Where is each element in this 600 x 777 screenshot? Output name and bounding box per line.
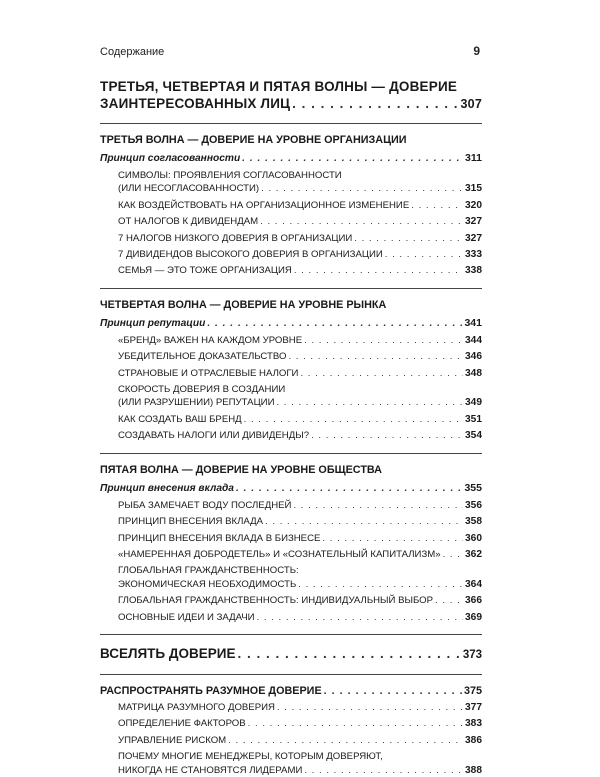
entry-page: 362	[465, 548, 482, 560]
entry-page: 315	[465, 183, 482, 195]
entry-page: 327	[465, 216, 482, 228]
principle-page: 355	[464, 481, 482, 494]
entry-title: СОЗДАВАТЬ НАЛОГИ ИЛИ ДИВИДЕНДЫ?	[118, 430, 310, 442]
leader-dots	[293, 499, 463, 512]
principle-entry[interactable]	[100, 481, 482, 496]
toc-entry[interactable]	[118, 532, 482, 545]
entry-page: 333	[465, 249, 482, 261]
leader-dots	[411, 199, 463, 212]
inspire-trust-title: ВСЕЛЯТЬ ДОВЕРИЕ	[100, 645, 236, 661]
divider	[100, 123, 482, 124]
entry-title: КАК ВОЗДЕЙСТВОВАТЬ НА ОРГАНИЗАЦИОННОЕ ИЗМЕНЕНИЕ	[118, 199, 410, 211]
entry-title: ОТ НАЛОГОВ К ДИВИДЕНДАМ	[118, 216, 259, 228]
entry-page: 364	[465, 578, 482, 590]
toc-entry[interactable]	[118, 264, 482, 277]
entry-page: 354	[465, 430, 482, 442]
divider	[100, 288, 482, 289]
entry-title: УБЕДИТЕЛЬНОЕ ДОКАЗАТЕЛЬСТВО	[118, 351, 287, 363]
leader-dots	[385, 248, 463, 261]
entry-title: «БРЕНД» ВАЖЕН НА КАЖДОМ УРОВНЕ	[118, 334, 303, 346]
part-heading[interactable]	[100, 78, 482, 113]
entry-page: 320	[465, 199, 482, 211]
toc-entry[interactable]	[118, 199, 482, 212]
leader-dots	[322, 532, 463, 545]
principle-entry[interactable]	[100, 316, 482, 331]
entry-title-line1: ГЛОБАЛЬНАЯ ГРАЖДАНСТВЕННОСТЬ:	[118, 565, 299, 577]
leader-dots	[300, 367, 463, 380]
toc-entry[interactable]	[118, 383, 482, 410]
table-of-contents	[100, 78, 482, 777]
toc-entry[interactable]	[118, 750, 482, 777]
entry-title: (ИЛИ НЕСОГЛАСОВАННОСТИ)	[118, 183, 260, 195]
section-wave3	[100, 133, 482, 278]
chapter-title[interactable]: ТРЕТЬЯ ВОЛНА — ДОВЕРИЕ НА УРОВНЕ ОРГАНИЗАЦИИ	[100, 134, 407, 146]
leader-dots	[292, 95, 458, 112]
chapter-entry[interactable]	[100, 684, 482, 698]
entry-title: ЭКОНОМИЧЕСКАЯ НЕОБХОДИМОСТЬ	[118, 578, 297, 590]
toc-entry[interactable]	[118, 169, 482, 196]
principle-title: Принцип согласованности	[100, 153, 241, 164]
leader-dots	[298, 578, 463, 591]
divider	[100, 453, 482, 454]
entry-title: (ИЛИ РАЗРУШЕНИИ) РЕПУТАЦИИ	[118, 397, 275, 409]
toc-entry[interactable]	[118, 515, 482, 528]
entry-title: ОПРЕДЕЛЕНИЕ ФАКТОРОВ	[118, 718, 246, 730]
toc-entry[interactable]	[118, 232, 482, 245]
leader-dots	[236, 482, 463, 496]
entry-page: 351	[465, 413, 482, 425]
entry-page: 346	[465, 351, 482, 363]
leader-dots	[304, 764, 463, 777]
toc-entry[interactable]	[118, 215, 482, 228]
entry-page: 344	[465, 334, 482, 346]
toc-entry[interactable]	[118, 499, 482, 512]
inspire-trust-page: 373	[462, 648, 482, 661]
leader-dots	[242, 152, 463, 166]
section-wave4	[100, 298, 482, 443]
entry-page: 348	[465, 367, 482, 379]
entry-title: ПРИНЦИП ВНЕСЕНИЯ ВКЛАДА В БИЗНЕСЕ	[118, 532, 321, 544]
leader-dots	[228, 734, 463, 747]
toc-entry[interactable]	[118, 429, 482, 442]
toc-entry[interactable]	[118, 548, 482, 561]
entry-title: 7 ДИВИДЕНДОВ ВЫСОКОГО ДОВЕРИЯ В ОРГАНИЗАЦИИ	[118, 249, 383, 261]
entry-title-line1: СКОРОСТЬ ДОВЕРИЯ В СОЗДАНИИ	[118, 384, 286, 396]
toc-entry[interactable]	[118, 367, 482, 380]
entry-page: 356	[465, 499, 482, 511]
section-wave5	[100, 463, 482, 624]
principle-page: 311	[465, 152, 482, 164]
leader-dots	[288, 350, 463, 363]
chapter-page: 375	[463, 684, 482, 697]
principle-entry[interactable]	[100, 151, 482, 166]
entry-title: СТРАНОВЫЕ И ОТРАСЛЕВЫЕ НАЛОГИ	[118, 367, 299, 379]
leader-dots	[257, 611, 463, 624]
entry-title-line1: СИМВОЛЫ: ПРОЯВЛЕНИЯ СОГЛАСОВАННОСТИ	[118, 170, 342, 181]
leader-dots	[443, 548, 463, 561]
leader-dots	[260, 215, 463, 228]
chapter-title: РАСПРОСТРАНЯТЬ РАЗУМНОЕ ДОВЕРИЕ	[100, 684, 322, 697]
divider	[100, 634, 482, 635]
leader-dots	[248, 717, 463, 730]
toc-entry[interactable]	[118, 413, 482, 426]
entry-title: РЫБА ЗАМЕЧАЕТ ВОДУ ПОСЛЕДНЕЙ	[118, 499, 292, 511]
leader-dots	[354, 232, 463, 245]
divider	[100, 674, 482, 675]
running-head-title: Содержание	[100, 46, 165, 58]
leader-dots	[207, 317, 462, 331]
leader-dots	[294, 264, 463, 277]
toc-entry[interactable]	[118, 611, 482, 624]
entry-page: 386	[465, 734, 482, 746]
entry-title: «НАМЕРЕННАЯ ДОБРОДЕТЕЛЬ» И «СОЗНАТЕЛЬНЫЙ КАПИТАЛИЗМ»	[118, 548, 441, 560]
leader-dots	[277, 701, 463, 714]
chapter-title[interactable]: ПЯТАЯ ВОЛНА — ДОВЕРИЕ НА УРОВНЕ ОБЩЕСТВА	[100, 463, 382, 476]
leader-dots	[237, 645, 460, 662]
entry-title-line1: ПОЧЕМУ МНОГИЕ МЕНЕДЖЕРЫ, КОТОРЫМ ДОВЕРЯЮТ,	[118, 751, 383, 763]
entry-title: СЕМЬЯ — ЭТО ТОЖЕ ОРГАНИЗАЦИЯ	[118, 265, 292, 277]
entry-title: УПРАВЛЕНИЕ РИСКОМ	[118, 734, 227, 746]
entry-page: 369	[465, 611, 482, 623]
entry-title: ГЛОБАЛЬНАЯ ГРАЖДАНСТВЕННОСТЬ: ИНДИВИДУАЛЬНЫЙ ВЫБОР	[118, 595, 434, 607]
entry-page: 338	[465, 265, 482, 277]
leader-dots	[304, 334, 463, 347]
leader-dots	[311, 429, 463, 442]
entry-title: ПРИНЦИП ВНЕСЕНИЯ ВКЛАДА	[118, 516, 264, 528]
toc-entry[interactable]	[118, 701, 482, 714]
entry-title: МАТРИЦА РАЗУМНОГО ДОВЕРИЯ	[118, 701, 275, 713]
leader-dots	[276, 396, 463, 409]
toc-entry[interactable]	[118, 594, 482, 607]
entry-title: ОСНОВНЫЕ ИДЕИ И ЗАДАЧИ	[118, 611, 255, 623]
leader-dots	[261, 182, 463, 195]
toc-entry[interactable]	[118, 564, 482, 591]
entry-page: 383	[465, 718, 482, 730]
toc-entry[interactable]	[118, 248, 482, 261]
leader-dots	[435, 594, 463, 607]
entry-title: 7 НАЛОГОВ НИЗКОГО ДОВЕРИЯ В ОРГАНИЗАЦИИ	[118, 232, 353, 244]
leader-dots	[244, 413, 463, 426]
section-smart-trust	[100, 684, 482, 777]
page-number: 9	[473, 44, 480, 58]
part-title-line1: ТРЕТЬЯ, ЧЕТВЕРТАЯ И ПЯТАЯ ВОЛНЫ — ДОВЕРИЕ	[100, 79, 458, 94]
running-head	[100, 44, 480, 58]
chapter-title[interactable]: ЧЕТВЕРТАЯ ВОЛНА — ДОВЕРИЕ НА УРОВНЕ РЫНКА	[100, 298, 387, 311]
toc-entry[interactable]	[118, 350, 482, 363]
leader-dots	[265, 515, 463, 528]
principle-page: 341	[464, 316, 482, 329]
entry-page: 358	[465, 516, 482, 528]
part-page: 307	[460, 97, 482, 111]
toc-entry[interactable]	[118, 734, 482, 747]
toc-entry[interactable]	[118, 717, 482, 730]
entry-page: 366	[465, 595, 482, 607]
principle-title: Принцип репутации	[100, 317, 206, 329]
part-title-line2: ЗАИНТЕРЕСОВАННЫХ ЛИЦ	[100, 96, 291, 111]
leader-dots	[324, 684, 462, 698]
entry-title: НИКОГДА НЕ СТАНОВЯТСЯ ЛИДЕРАМИ	[118, 764, 303, 776]
toc-entry[interactable]	[118, 334, 482, 347]
principle-title: Принцип внесения вклада	[100, 482, 234, 494]
entry-title: КАК СОЗДАТЬ ВАШ БРЕНД	[118, 413, 242, 425]
inspire-trust-entry[interactable]	[100, 645, 482, 664]
entry-page: 349	[465, 397, 482, 409]
entry-page: 327	[465, 232, 482, 244]
entry-page: 388	[465, 764, 482, 776]
entry-page: 360	[465, 532, 482, 544]
entry-page: 377	[465, 701, 482, 713]
